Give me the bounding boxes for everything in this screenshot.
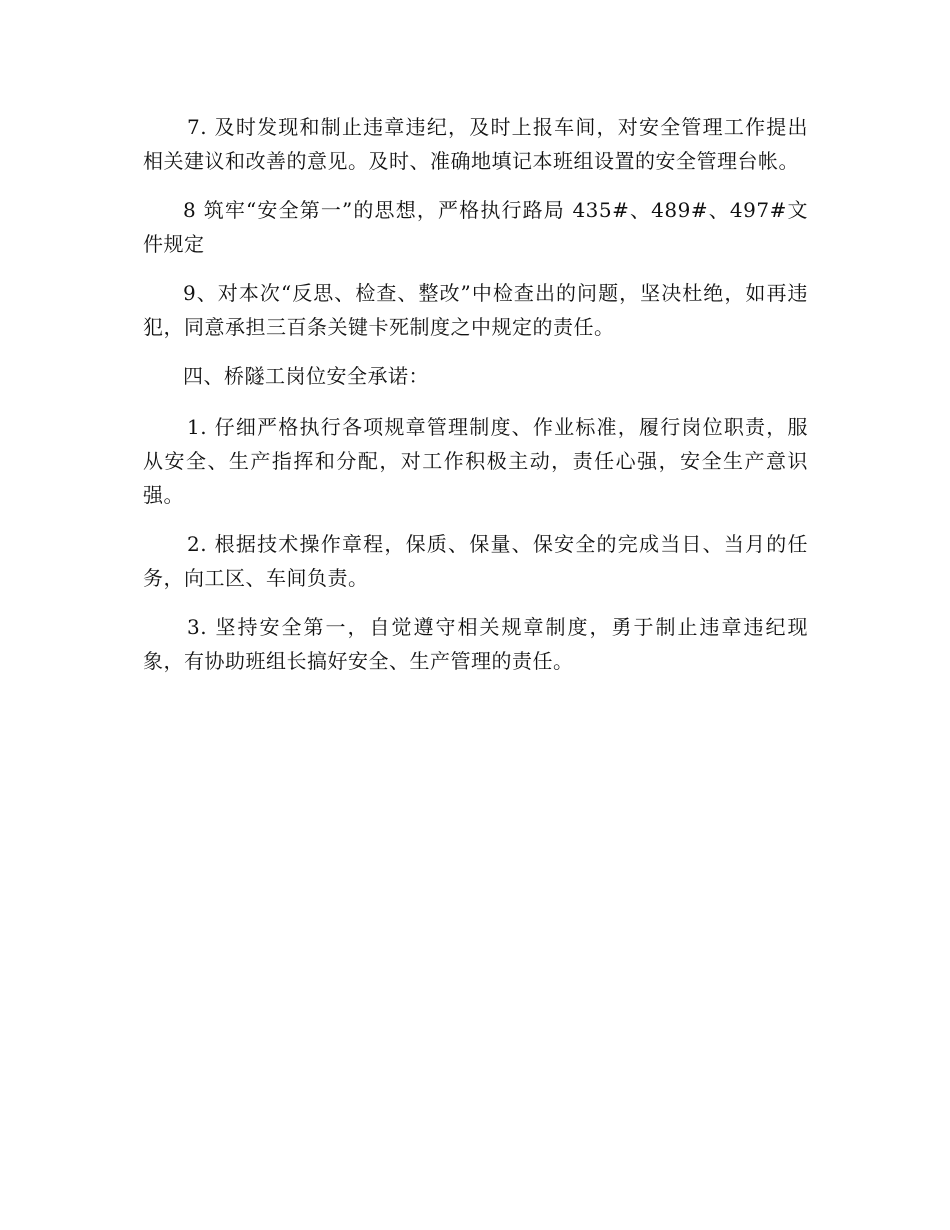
paragraph-commitment-3: 3. 坚持安全第一，自觉遵守相关规章制度，勇于制止违章违纪现象，有协助班组长搞好安全、生产管理的责任。 — [143, 615, 808, 673]
paragraph-item-7: 7. 及时发现和制止违章违纪，及时上报车间，对安全管理工作提出相关建议和改善的意见。及时、准确地填记本班组设置的安全管理台帐。 — [143, 115, 808, 173]
paragraph-item-8: 8 筑牢“安全第一”的思想，严格执行路局 435#、489#、497#文件规定 — [143, 198, 808, 256]
paragraph-commitment-2: 2. 根据技术操作章程，保质、保量、保安全的完成当日、当月的任务，向工区、车间负责。 — [143, 532, 808, 590]
document-body — [143, 110, 808, 693]
paragraph-item-9: 9、对本次“反思、检查、整改”中检查出的问题，坚决杜绝，如再违犯，同意承担三百条关键卡死制度之中规定的责任。 — [143, 281, 808, 339]
section-heading-4: 四、桥隧工岗位安全承诺： — [183, 364, 429, 388]
paragraph-commitment-1: 1. 仔细严格执行各项规章管理制度、作业标准，履行岗位职责，服从安全、生产指挥和分配，对工作积极主动，责任心强，安全生产意识强。 — [143, 415, 808, 507]
